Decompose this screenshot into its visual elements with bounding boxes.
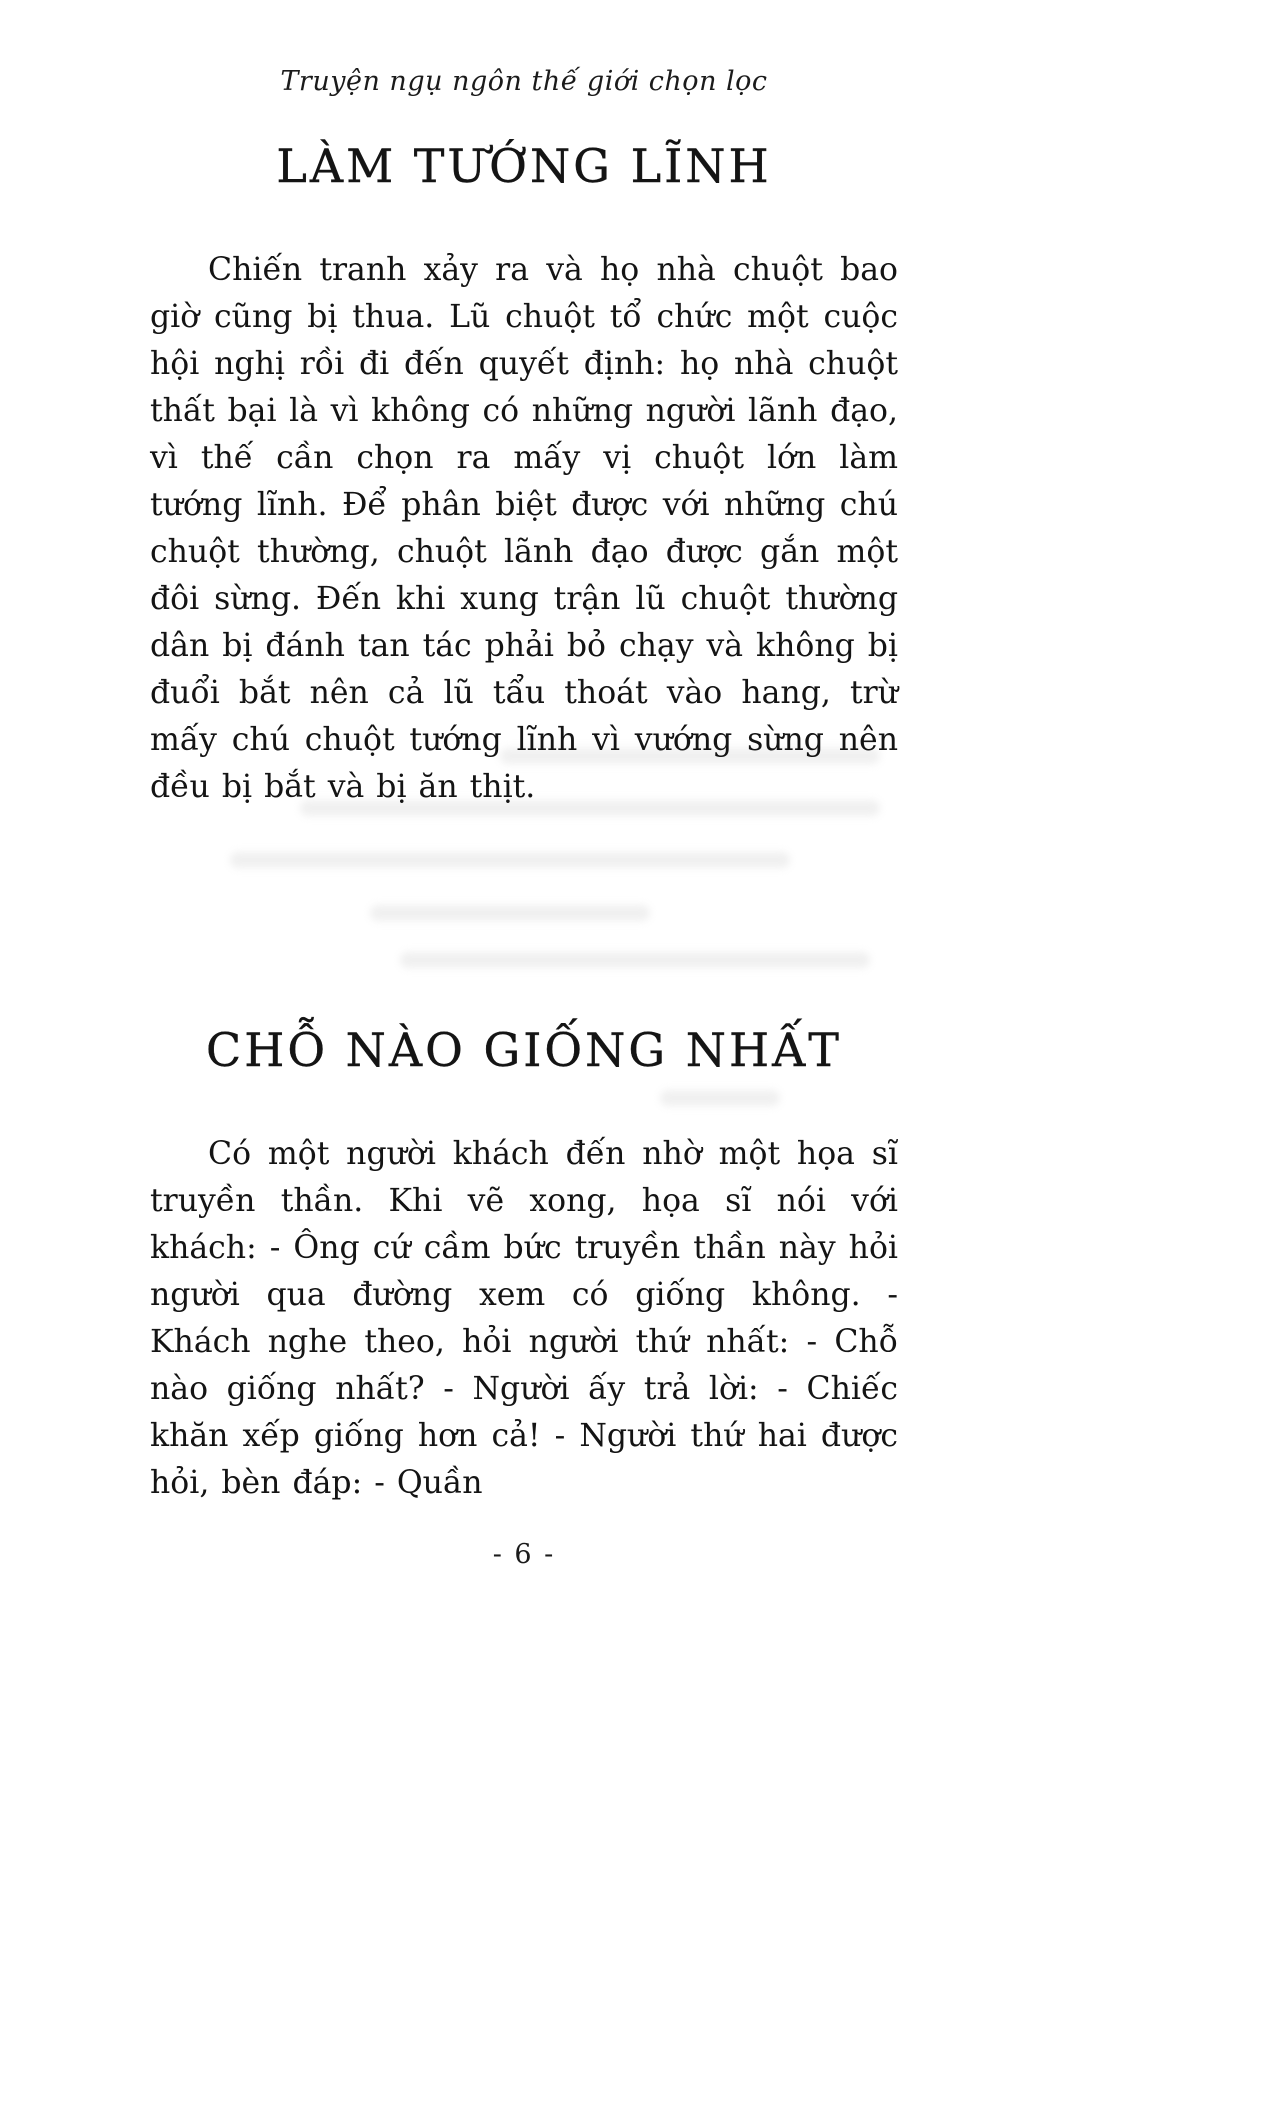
story-body-lam-tuong-linh: Chiến tranh xảy ra và họ nhà chuột bao giờ cũng bị thua. Lũ chuột tổ chức một cuộc hội nghị rồi đi đến quyết định: họ nhà chuột thất bại là vì không có những người lãnh đạo, vì thế cần chọn ra mấy vị chuột lớn làm tướng lĩnh. Để phân biệt được với những chú chuột thường, chuột lãnh đạo được gắn một đôi sừng. Đến khi xung trận lũ chuột thường dân bị đánh tan tác phải bỏ chạy và không bị đuổi bắt nên cả lũ tẩu thoát vào hang, trừ mấy chú chuột tướng lĩnh vì vướng sừng nên đều bị bắt và bị ăn thịt. xyxy=(150,252,898,805)
page-number: - 6 - xyxy=(492,1539,556,1570)
text-column xyxy=(150,0,898,1570)
story-title-lam-tuong-linh: LÀM TƯỚNG LĨNH xyxy=(276,139,772,193)
story-title-cho-nao-giong-nhat: CHỖ NÀO GIỐNG NHẤT xyxy=(206,1023,842,1077)
story-body-cho-nao-giong-nhat: Có một người khách đến nhờ một họa sĩ truyền thần. Khi vẽ xong, họa sĩ nói với khách: - Ông cứ cầm bức truyền thần này hỏi người qua đường xem có giống không. - Khách nghe theo, hỏi người thứ nhất: - Chỗ nào giống nhất? - Người ấy trả lời: - Chiếc khăn xếp giống hơn cả! - Người thứ hai được hỏi, bèn đáp: - Quần xyxy=(150,1136,898,1501)
running-header: Truyện ngụ ngôn thế giới chọn lọc xyxy=(280,66,768,97)
